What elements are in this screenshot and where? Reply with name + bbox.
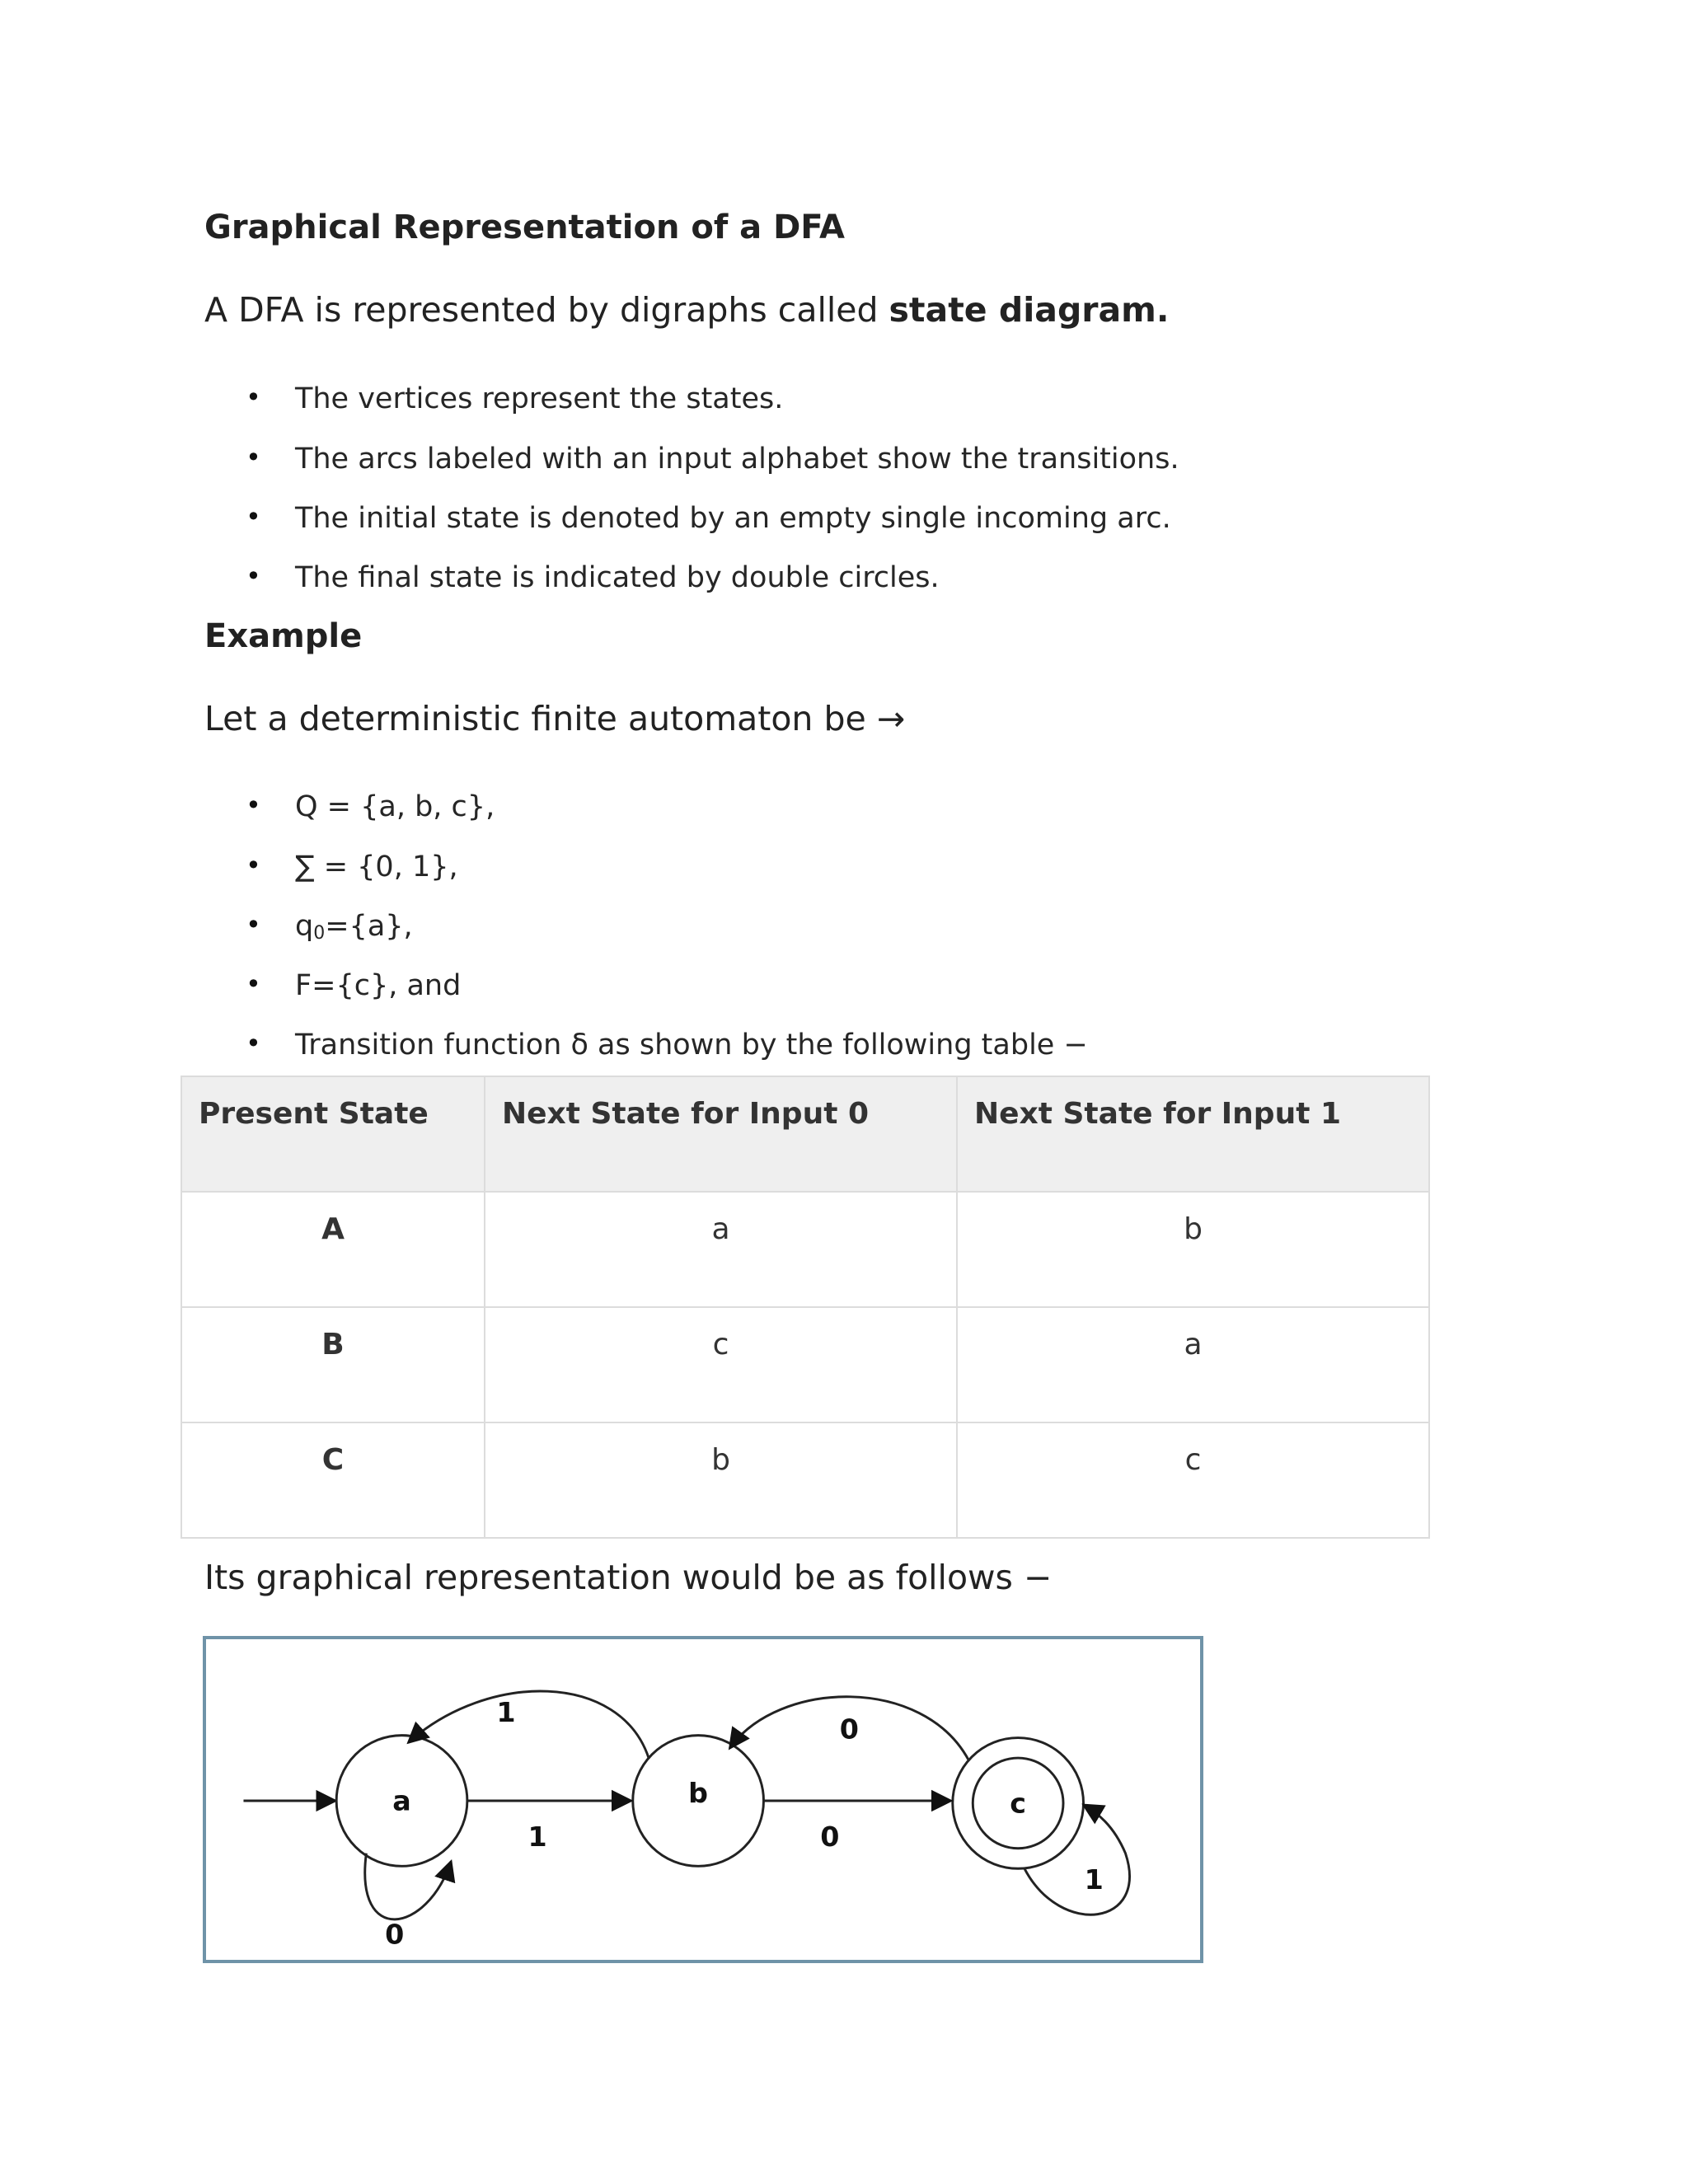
example-heading: Example — [204, 617, 363, 655]
cell-next-0: a — [485, 1192, 957, 1307]
edge-label-a-a: 0 — [385, 1918, 405, 1951]
list-item: • Transition function δ as shown by the following table − — [204, 1028, 1088, 1062]
cell-present-state: A — [181, 1192, 485, 1307]
header-present-state: Present State — [181, 1076, 485, 1192]
state-diagram — [206, 1639, 1200, 1960]
edge-label-c-b: 0 — [839, 1713, 859, 1746]
section-heading: Graphical Representation of a DFA — [204, 209, 845, 246]
intro-text: A DFA is represented by digraphs called — [204, 290, 889, 330]
cell-next-0: c — [485, 1307, 957, 1422]
list-item: • The arcs labeled with an input alphabet show the transitions. — [204, 442, 1179, 476]
cell-next-1: b — [957, 1192, 1429, 1307]
state-a-label: a — [392, 1784, 411, 1817]
transition-table — [181, 1076, 1430, 1539]
edge-label-c-c: 1 — [1084, 1863, 1104, 1896]
list-item: • ∑ = {0, 1}, — [204, 850, 458, 884]
edge-label-b-c: 0 — [820, 1820, 840, 1853]
edge-label-a-b: 1 — [528, 1820, 547, 1853]
edge-c-c — [1025, 1805, 1129, 1915]
state-diagram-figure — [203, 1636, 1203, 1963]
list-item: • The vertices represent the states. — [204, 382, 783, 416]
list-item: • The final state is indicated by double circles. — [204, 560, 940, 595]
cell-next-1: c — [957, 1422, 1429, 1538]
cell-present-state: B — [181, 1307, 485, 1422]
intro-bold-term: state diagram. — [889, 290, 1170, 330]
state-c-label: c — [1010, 1787, 1027, 1820]
example-intro: Let a deterministic finite automaton be → — [204, 699, 906, 738]
table-row — [181, 1422, 1429, 1538]
cell-next-0: b — [485, 1422, 957, 1538]
header-next-state-0: Next State for Input 0 — [485, 1076, 957, 1192]
table-header-row — [181, 1076, 1429, 1192]
list-item: • F={c}, and — [204, 968, 461, 1003]
list-item — [204, 909, 413, 944]
header-next-state-1: Next State for Input 1 — [957, 1076, 1429, 1192]
q0-subscript: 0 — [313, 923, 326, 944]
list-item: • Q = {a, b, c}, — [204, 790, 495, 824]
cell-next-1: a — [957, 1307, 1429, 1422]
q0-symbol: q — [295, 910, 314, 943]
edge-b-a — [408, 1691, 649, 1759]
state-b-label: b — [688, 1776, 709, 1809]
definition-list — [204, 0, 1523, 1071]
graph-intro: Its graphical representation would be as follows − — [204, 1558, 1053, 1597]
edge-a-a — [365, 1854, 452, 1919]
edge-label-b-a: 1 — [496, 1695, 516, 1728]
table-row — [181, 1192, 1429, 1307]
cell-present-state: C — [181, 1422, 485, 1538]
table-row — [181, 1307, 1429, 1422]
list-item: • The initial state is denoted by an empty single incoming arc. — [204, 501, 1171, 536]
q0-value: ={a}, — [325, 910, 413, 943]
